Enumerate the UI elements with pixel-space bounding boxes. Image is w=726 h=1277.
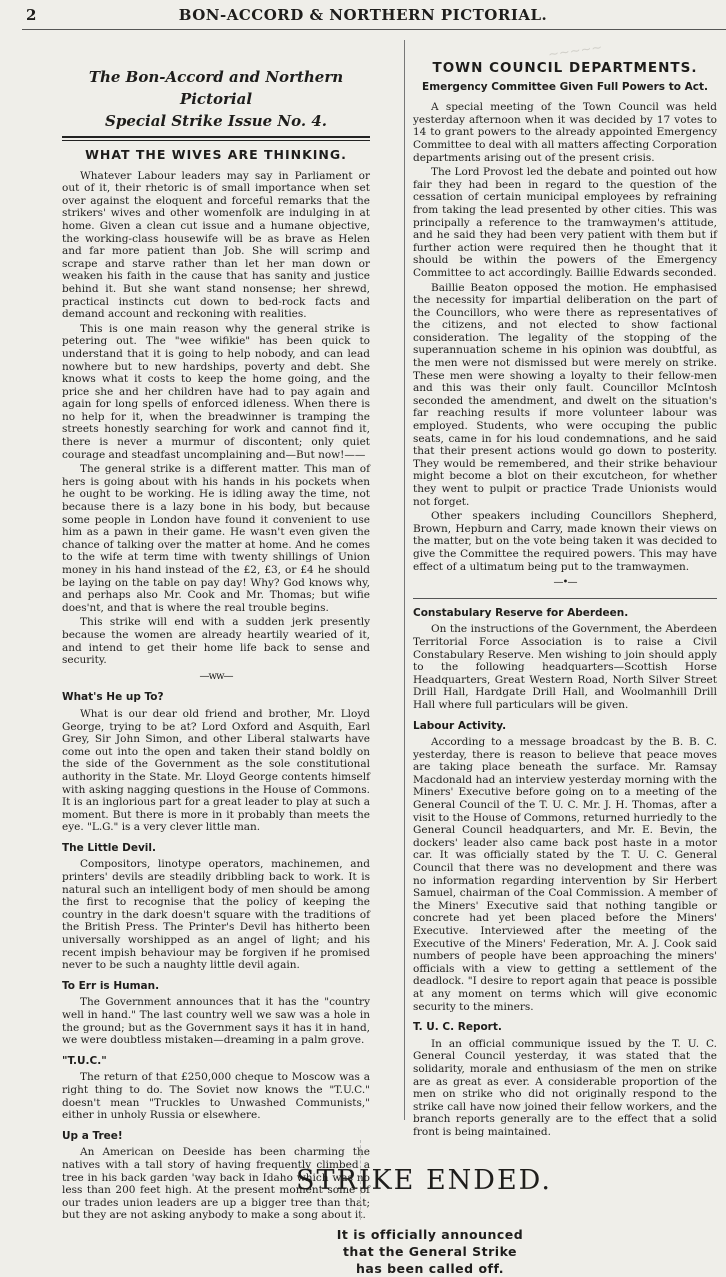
left-column: [62, 66, 370, 1224]
council-paragraph: Baillie Beaton opposed the motion. He emphasised the necessity for impartial deliberation on the part of the Councillors, who were there as representatives of the citizens, and not elected to show factional consideration. The legality of the stopping of the superannuation scheme in his opinion was doubtful, as the men were not dismissed but were merely on strike. These men were showing a loyalty to their fellow-men and this was their only fault. Councillor McIntosh seconded the amendment, and dwelt on the situation's far reaching results if more volunteer labour was employed. Students, who were occuping the public seats, came in for his loud condemnations, and he said that their present actions would go down to posterity. They would be remembered, and their strike behaviour might become a blot on their excutcheon, for whether they went to pulpit or practice Trade Unionists would not forget.: [413, 281, 717, 508]
masthead-rule: [62, 136, 370, 138]
section-heading: "T.U.C.": [62, 1054, 107, 1067]
right-subtitle: Emergency Committee Given Full Powers to Act.: [422, 80, 708, 93]
section-heading: To Err is Human.: [62, 979, 160, 992]
page-number: 2: [26, 6, 37, 24]
notice-line-2: that the General Strike: [342, 1244, 518, 1259]
section-text: What is our dear old friend and brother, Mr. Lloyd George, trying to be at? Lord Oxford and Asquith, Earl Grey, Sir John Simon, and other Liberal stalwarts have come out into the open and taken their stand boldly on the side of the Government as the sole constitutional authority in the State. Mr. Lloyd George contents himself with asking nagging questions in the House of Commons. It is an inglorious part for a great leader to play at such a moment. But there is more in it probably than meets the eye. "L.G." is a very clever little man.: [62, 707, 370, 834]
right-column: [413, 62, 717, 1141]
council-paragraph: The Lord Provost led the debate and pointed out how fair they had been in regard to the question of the cessation of certain municipal employees by refraining from taking the lead presented by other cities. This was principally a reference to the tramwaymen's attitude, and he said they had been very patient with them but if further action were required then he thought that it should be within the powers of the Emergency Committee to act accordingly. Baillie Edwards seconded.: [413, 166, 717, 279]
notice-line-1: It is officially announced: [336, 1227, 524, 1242]
article-paragraph: Whatever Labour leaders may say in Parliament or out of it, their rhetoric is of small importance when set over against the eloquent and forceful remarks that the strikers' wives and other womenfolk are indulging in at home. Given a clean cut issue and a humane objective, the working-class housewife will be as brave as Helen and far more patient than Job. She will scrimp and scrape and starve rather than let her man down or weaken his faith in the cause that has sanity and justice behind it. But she want stand nonsense; her shrewd, practical instincts cut down to bed-rock facts and demand account and reckoning with realities.: [62, 169, 370, 321]
running-head: BON-ACCORD & NORTHERN PICTORIAL.: [178, 6, 548, 24]
masthead-rule-thin: [62, 140, 370, 141]
masthead-line-1: The Bon-Accord and Northern Pictorial: [88, 68, 344, 108]
right-title: TOWN COUNCIL DEPARTMENTS.: [432, 60, 698, 76]
section-divider: —ww—: [199, 670, 233, 682]
strike-ended-headline: STRIKE ENDED.: [296, 1165, 552, 1196]
section-text: According to a message broadcast by the B. B. C. yesterday, there is reason to believe that peace moves are taking place beneath the surface. Mr. Ramsay Macdonald had an interview yesterday morning with the Miners' Executive before going on to a meeting of the General Council of the T. U. C. Mr. J. H. Thomas, after a visit to the House of Commons, returned hurriedly to the General Council headquarters, and Mr. E. Bevin, the dockers' leader also came back post haste in a motor car. It was officially stated by the T. U. C. General Council that there was no development and there was no information regarding intervention by Sir Herbert Samuel, chairman of the Coal Commission. A member of the Miners' Executive said that nothing tangible or concrete had yet been placed before the Miners' Executive. Interviewed after the meeting of the Executive of the Miners' Federation, Mr. A. J. Cook said numbers of people have been approaching the miners' officials with a view to getting a settlement of the deadlock. "I desire to report again that peace is possible at any moment on terms which will give economic security to the miners.: [413, 736, 717, 1013]
section-heading: What's He up To?: [62, 691, 164, 704]
section-heading: The Little Devil.: [62, 841, 156, 854]
section-heading: Up a Tree!: [62, 1129, 123, 1142]
watermark-stamp: ~~~~~: [547, 40, 604, 63]
council-paragraph: Other speakers including Councillors Shepherd, Brown, Hepburn and Carry, made known their views on the matter, but on the vote being taken it was decided to give the Committee the required powers. This may have effect of a ultimatum being put to the tramwaymen.: [413, 510, 717, 573]
section-heading: Constabulary Reserve for Aberdeen.: [413, 606, 629, 619]
article-title: WHAT THE WIVES ARE THINKING.: [85, 147, 347, 162]
column-rule: [404, 40, 405, 1120]
article-paragraph: This is one main reason why the general strike is petering out. The "wee wifikie" has been quick to understand that it is going to help nobody, and can lead nowhere but to new hardships, poverty and debt. She knows what it costs to keep the home going, and the price she and her children have had to pay again and again for long spells of enforced idleness. When there is no help for it, when the breadwinner is tramping the streets honestly searching for work and cannot find it, there is never a murmur of discontent; only quiet courage and steadfast uncomplaining and—But now!——: [62, 322, 370, 461]
article-paragraph: The general strike is a different matter. This man of hers is going about with his hands in his pockets when he ought to be working. He is idling away the time, not because there is a lazy bone in his body, but because some people in London have found it convenient to use him as a pawn in their game. He wasn't even given the chance of talking over the matter at home. And he comes to the wife at term time with twenty shillings of Union money in his hand instead of the £2, £3, or £4 he should be laying on the table on pay day! Why? God knows why, and perhaps also Mr. Cook and Mr. Thomas; but wifie does'nt, and that is where the real trouble begins.: [62, 463, 370, 614]
article-paragraph: This strike will end with a sudden jerk presently because the women are already heartily wearied of it, and intend to get their home life back to sense and security.: [62, 616, 370, 667]
section-text: On the instructions of the Government, the Aberdeen Territorial Force Association is to raise a Civil Constabulary Reserve. Men wishing to join should apply to the following headquarters—Scottish Horse Headquarters, Great Western Road, North Silver Street Drill Hall, Hardgate Drill Hall, and Woolmanhill Drill Hall where full particulars will be given.: [413, 623, 717, 711]
notice-line-3: has been called off.: [355, 1261, 504, 1276]
header-rule: [22, 29, 726, 30]
section-heading: Labour Activity.: [413, 719, 507, 732]
section-text: The Government announces that it has the "country well in hand." The last country well we saw was a hole in the ground; but as the Government says it has it in hand, we were doubtless mistaken—dreaming in a palm grove.: [62, 996, 370, 1047]
masthead-line-2: Special Strike Issue No. 4.: [105, 112, 327, 130]
section-text: Compositors, linotype operators, machinemen, and printers' devils are steadily dribbling back to work. It is natural such an intelligent body of men should be among the first to recognise that the policy of keeping the country in the dark doesn't square with the traditions of the British Press. The Printer's Devil has hitherto been universally worshipped as an angel of light; and his recent impish behaviour may be forgiven if he promised never to be such a naughty little devil again.: [62, 858, 370, 972]
section-divider: —•—: [553, 577, 577, 589]
section-text: The return of that £250,000 cheque to Moscow was a right thing to do. The Soviet now knows the "T.U.C." doesn't mean "Truckles to Unwashed Communists," either in unholy Russia or elsewhere.: [62, 1071, 370, 1122]
strike-ended-notice: [290, 1226, 570, 1277]
divider-line: [413, 598, 717, 599]
council-paragraph: A special meeting of the Town Council was held yesterday afternoon when it was decided by 17 votes to 14 to grant powers to the already appointed Emergency Committee to deal with all matters affecting Corporation departments arising out of the present crisis.: [413, 101, 717, 164]
section-text: An American on Deeside has been charming the natives with a tall story of having frequently climbed a tree in his back garden 'way back in Idaho which was no less than 200 feet high. At the present moment some of our trades union leaders are up a bigger tree than that; but they are not asking anybody to make a song about it.: [62, 1146, 370, 1222]
section-heading: T. U. C. Report.: [413, 1021, 502, 1034]
section-text: In an official communique issued by the T. U. C. General Council yesterday, it was stated that the solidarity, morale and enthusiasm of the men on strike are as great as ever. A considerable proportion of the men on strike who did not originally respond to the strike call have now joined their fellow workers, and the branch reports generally are to the effect that a solid front is being maintained.: [413, 1037, 717, 1138]
